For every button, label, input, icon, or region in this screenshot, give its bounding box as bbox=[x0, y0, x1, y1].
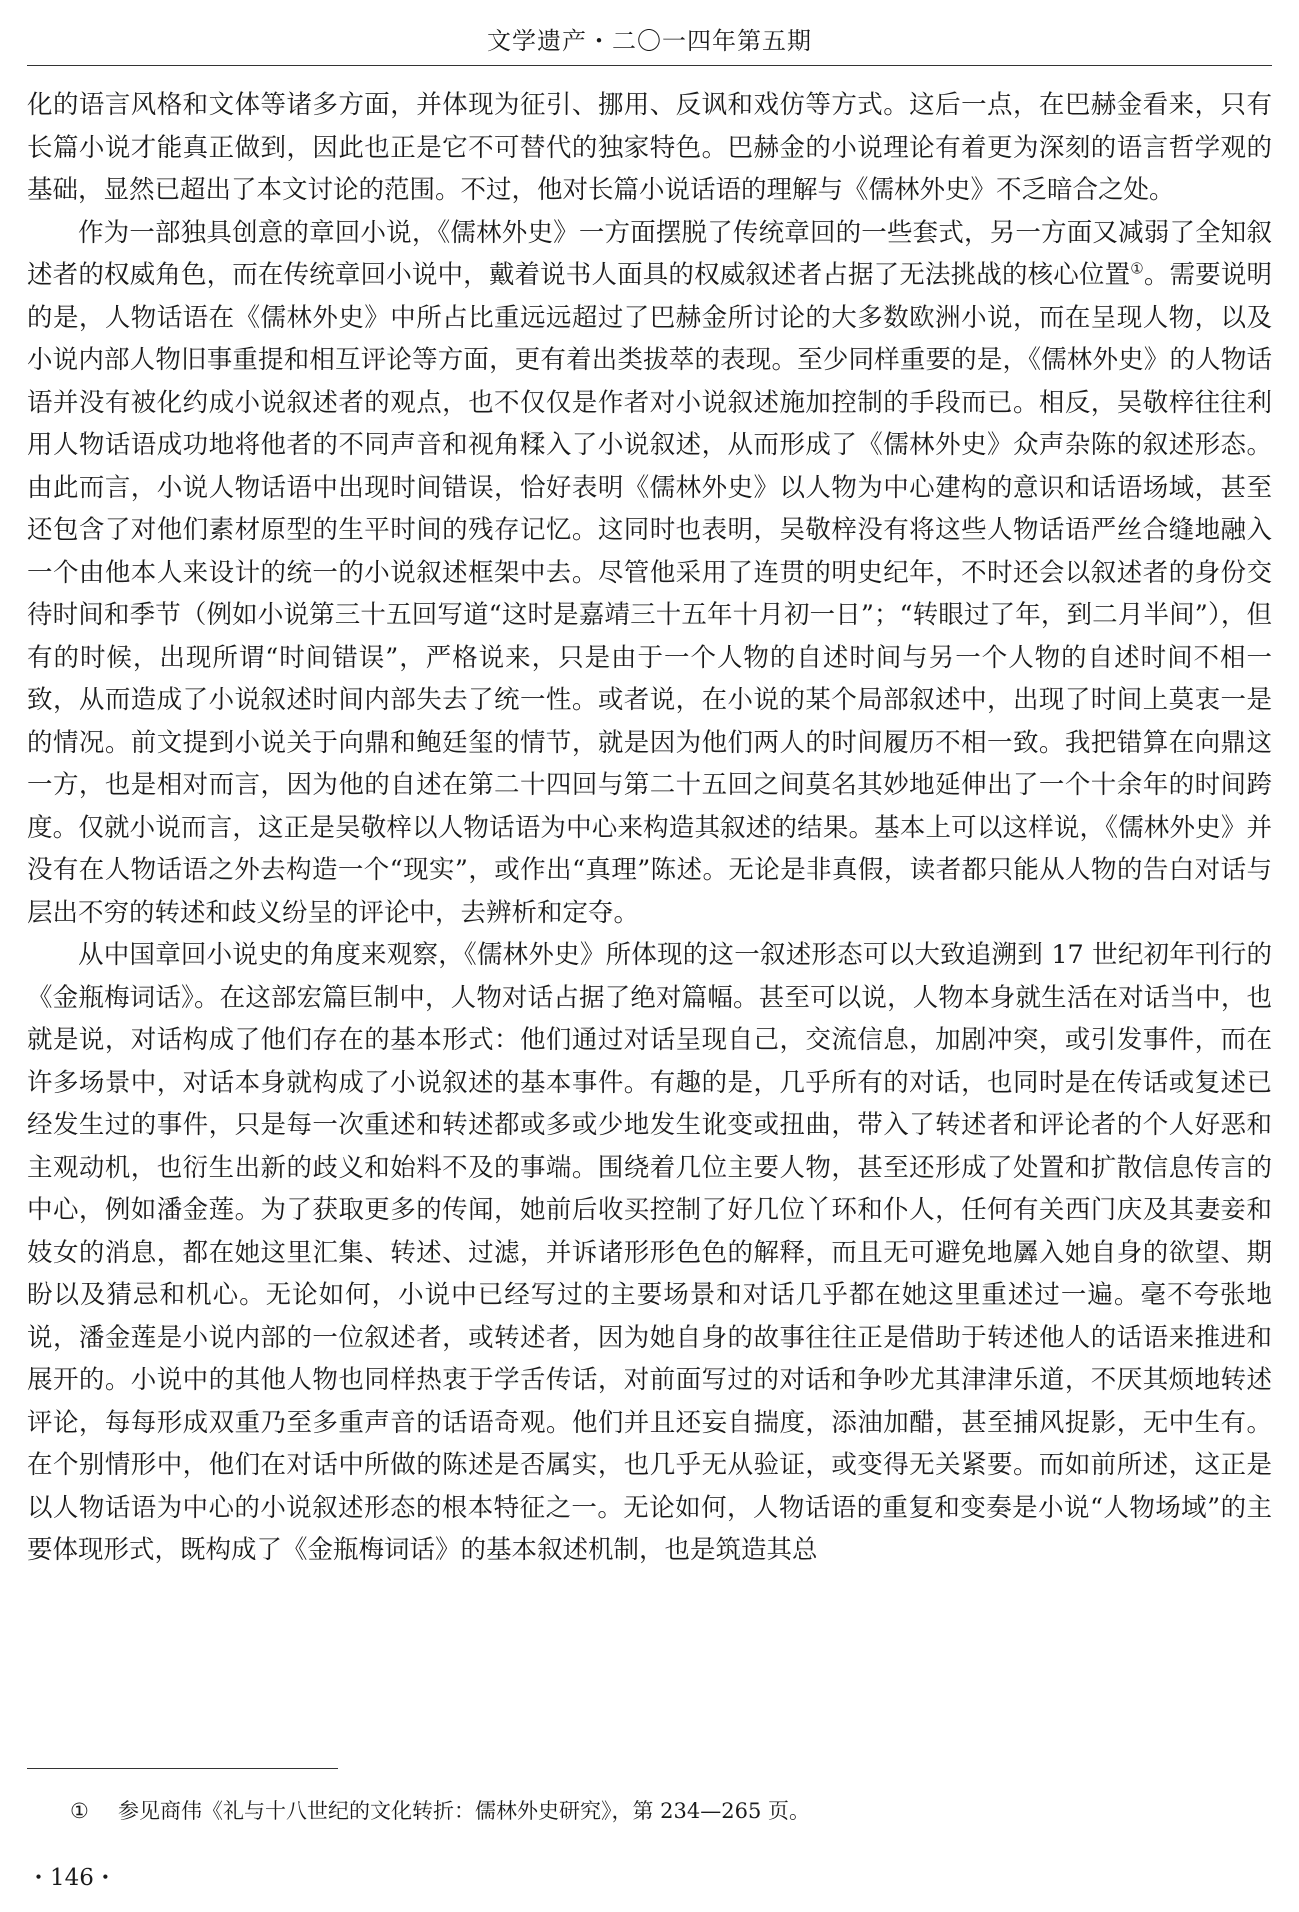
paragraph-text: 化的语言风格和文体等诸多方面，并体现为征引、挪用、反讽和戏仿等方式。这后一点，在巴赫金看来，只有长篇小说才能真正做到，因此也正是它不可替代的独家特色。巴赫金的小说理论有着更为深刻的语言哲学观的基础，显然已超出了本文讨论的范围。不过，他对长篇小说话语的理解与《儒林外史》不乏暗合之处。 bbox=[27, 90, 1272, 205]
paragraph bbox=[27, 84, 1272, 212]
footnote-marker: ① bbox=[70, 1799, 89, 1823]
footnote bbox=[70, 1795, 1270, 1827]
running-header: 文学遗产・二〇一四年第五期 bbox=[487, 27, 812, 55]
paragraph-text: 从中国章回小说史的角度来观察，《儒林外史》所体现的这一叙述形态可以大致追溯到 17 世纪初年刊行的《金瓶梅词话》。在这部宏篇巨制中，人物对话占据了绝对篇幅。甚至可以说，人物本身就生活在对话当中，也就是说，对话构成了他们存在的基本形式：他们通过对话呈现自己，交流信息，加剧冲突，或引发事件，而在许多场景中，对话本身就构成了小说叙述的基本事件。有趣的是，几乎所有的对话，也同时是在传话或复述已经发生过的事件，只是每一次重述和转述都或多或少地发生讹变或扭曲，带入了转述者和评论者的个人好恶和主观动机，也衍生出新的歧义和始料不及的事端。围绕着几位主要人物，甚至还形成了处置和扩散信息传言的中心，例如潘金莲。为了获取更多的传闻，她前后收买控制了好几位丫环和仆人，任何有关西门庆及其妻妾和妓女的消息，都在她这里汇集、转述、过滤，并诉诸形形色色的解释，而且无可避免地羼入她自身的欲望、期盼以及猜忌和机心。无论如何，小说中已经写过的主要场景和对话几乎都在她这里重述过一遍。毫不夸张地说，潘金莲是小说内部的一位叙述者，或转述者，因为她自身的故事往往正是借助于转述他人的话语来推进和展开的。小说中的其他人物也同样热衷于学舌传话，对前面写过的对话和争吵尤其津津乐道，不厌其烦地转述评论，每每形成双重乃至多重声音的话语奇观。他们并且还妄自揣度，添油加醋，甚至捕风捉影，无中生有。在个别情形中，他们在对话中所做的陈述是否属实，也几乎无从验证，或变得无关紧要。而如前所述，这正是以人物话语为中心的小说叙述形态的根本特征之一。无论如何，人物话语的重复和变奏是小说“人物场域”的主要体现形式，既构成了《金瓶梅词话》的基本叙述机制，也是筑造其总 bbox=[27, 940, 1272, 1565]
footnote-rule bbox=[27, 1768, 338, 1769]
paragraph-text: 。需要说明的是，人物话语在《儒林外史》中所占比重远远超过了巴赫金所讨论的大多数欧洲小说，而在呈现人物，以及小说内部人物旧事重提和相互评论等方面，更有着出类拔萃的表现。至少同样重要的是，《儒林外史》的人物话语并没有被化约成小说叙述者的观点，也不仅仅是作者对小说叙述施加控制的手段而已。相反，吴敬梓往往利用人物话语成功地将他者的不同声音和视角糅入了小说叙述，从而形成了《儒林外史》众声杂陈的叙述形态。由此而言，小说人物话语中出现时间错误，恰好表明《儒林外史》以人物为中心建构的意识和话语场域，甚至还包含了对他们素材原型的生平时间的残存记忆。这同时也表明，吴敬梓没有将这些人物话语严丝合缝地融入一个由他本人来设计的统一的小说叙述框架中去。尽管他采用了连贯的明史纪年，不时还会以叙述者的身份交待时间和季节（例如小说第三十五回写道“这时是嘉靖三十五年十月初一日”；“转眼过了年，到二月半间”），但有的时候，出现所谓“时间错误”，严格说来，只是由于一个人物的自述时间与另一个人物的自述时间不相一致，从而造成了小说叙述时间内部失去了统一性。或者说，在小说的某个局部叙述中，出现了时间上莫衷一是的情况。前文提到小说关于向鼎和鲍廷玺的情节，就是因为他们两人的时间履历不相一致。我把错算在向鼎这一方，也是相对而言，因为他的自述在第二十四回与第二十五回之间莫名其妙地延伸出了一个十余年的时间跨度。仅就小说而言，这正是吴敬梓以人物话语为中心来构造其叙述的结果。基本上可以这样说，《儒林外史》并没有在人物话语之外去构造一个“现实”，或作出“真理”陈述。无论是非真假，读者都只能从人物的告白对话与层出不穷的转述和歧义纷呈的评论中，去辨析和定夺。 bbox=[27, 260, 1272, 928]
footnote-text: 参见商伟《礼与十八世纪的文化转折：儒林外史研究》，第 234—265 页。 bbox=[118, 1799, 811, 1823]
page-number: ・146・ bbox=[27, 1865, 117, 1891]
paragraph bbox=[27, 934, 1272, 1572]
footnote-reference: ① bbox=[1130, 259, 1144, 278]
header-rule bbox=[27, 65, 1272, 66]
body-text bbox=[27, 84, 1272, 1572]
paragraph-text: 作为一部独具创意的章回小说，《儒林外史》一方面摆脱了传统章回的一些套式，另一方面又减弱了全知叙述者的权威角色，而在传统章回小说中，戴着说书人面具的权威叙述者占据了无法挑战的核心位置 bbox=[27, 217, 1272, 290]
paragraph bbox=[27, 212, 1272, 935]
